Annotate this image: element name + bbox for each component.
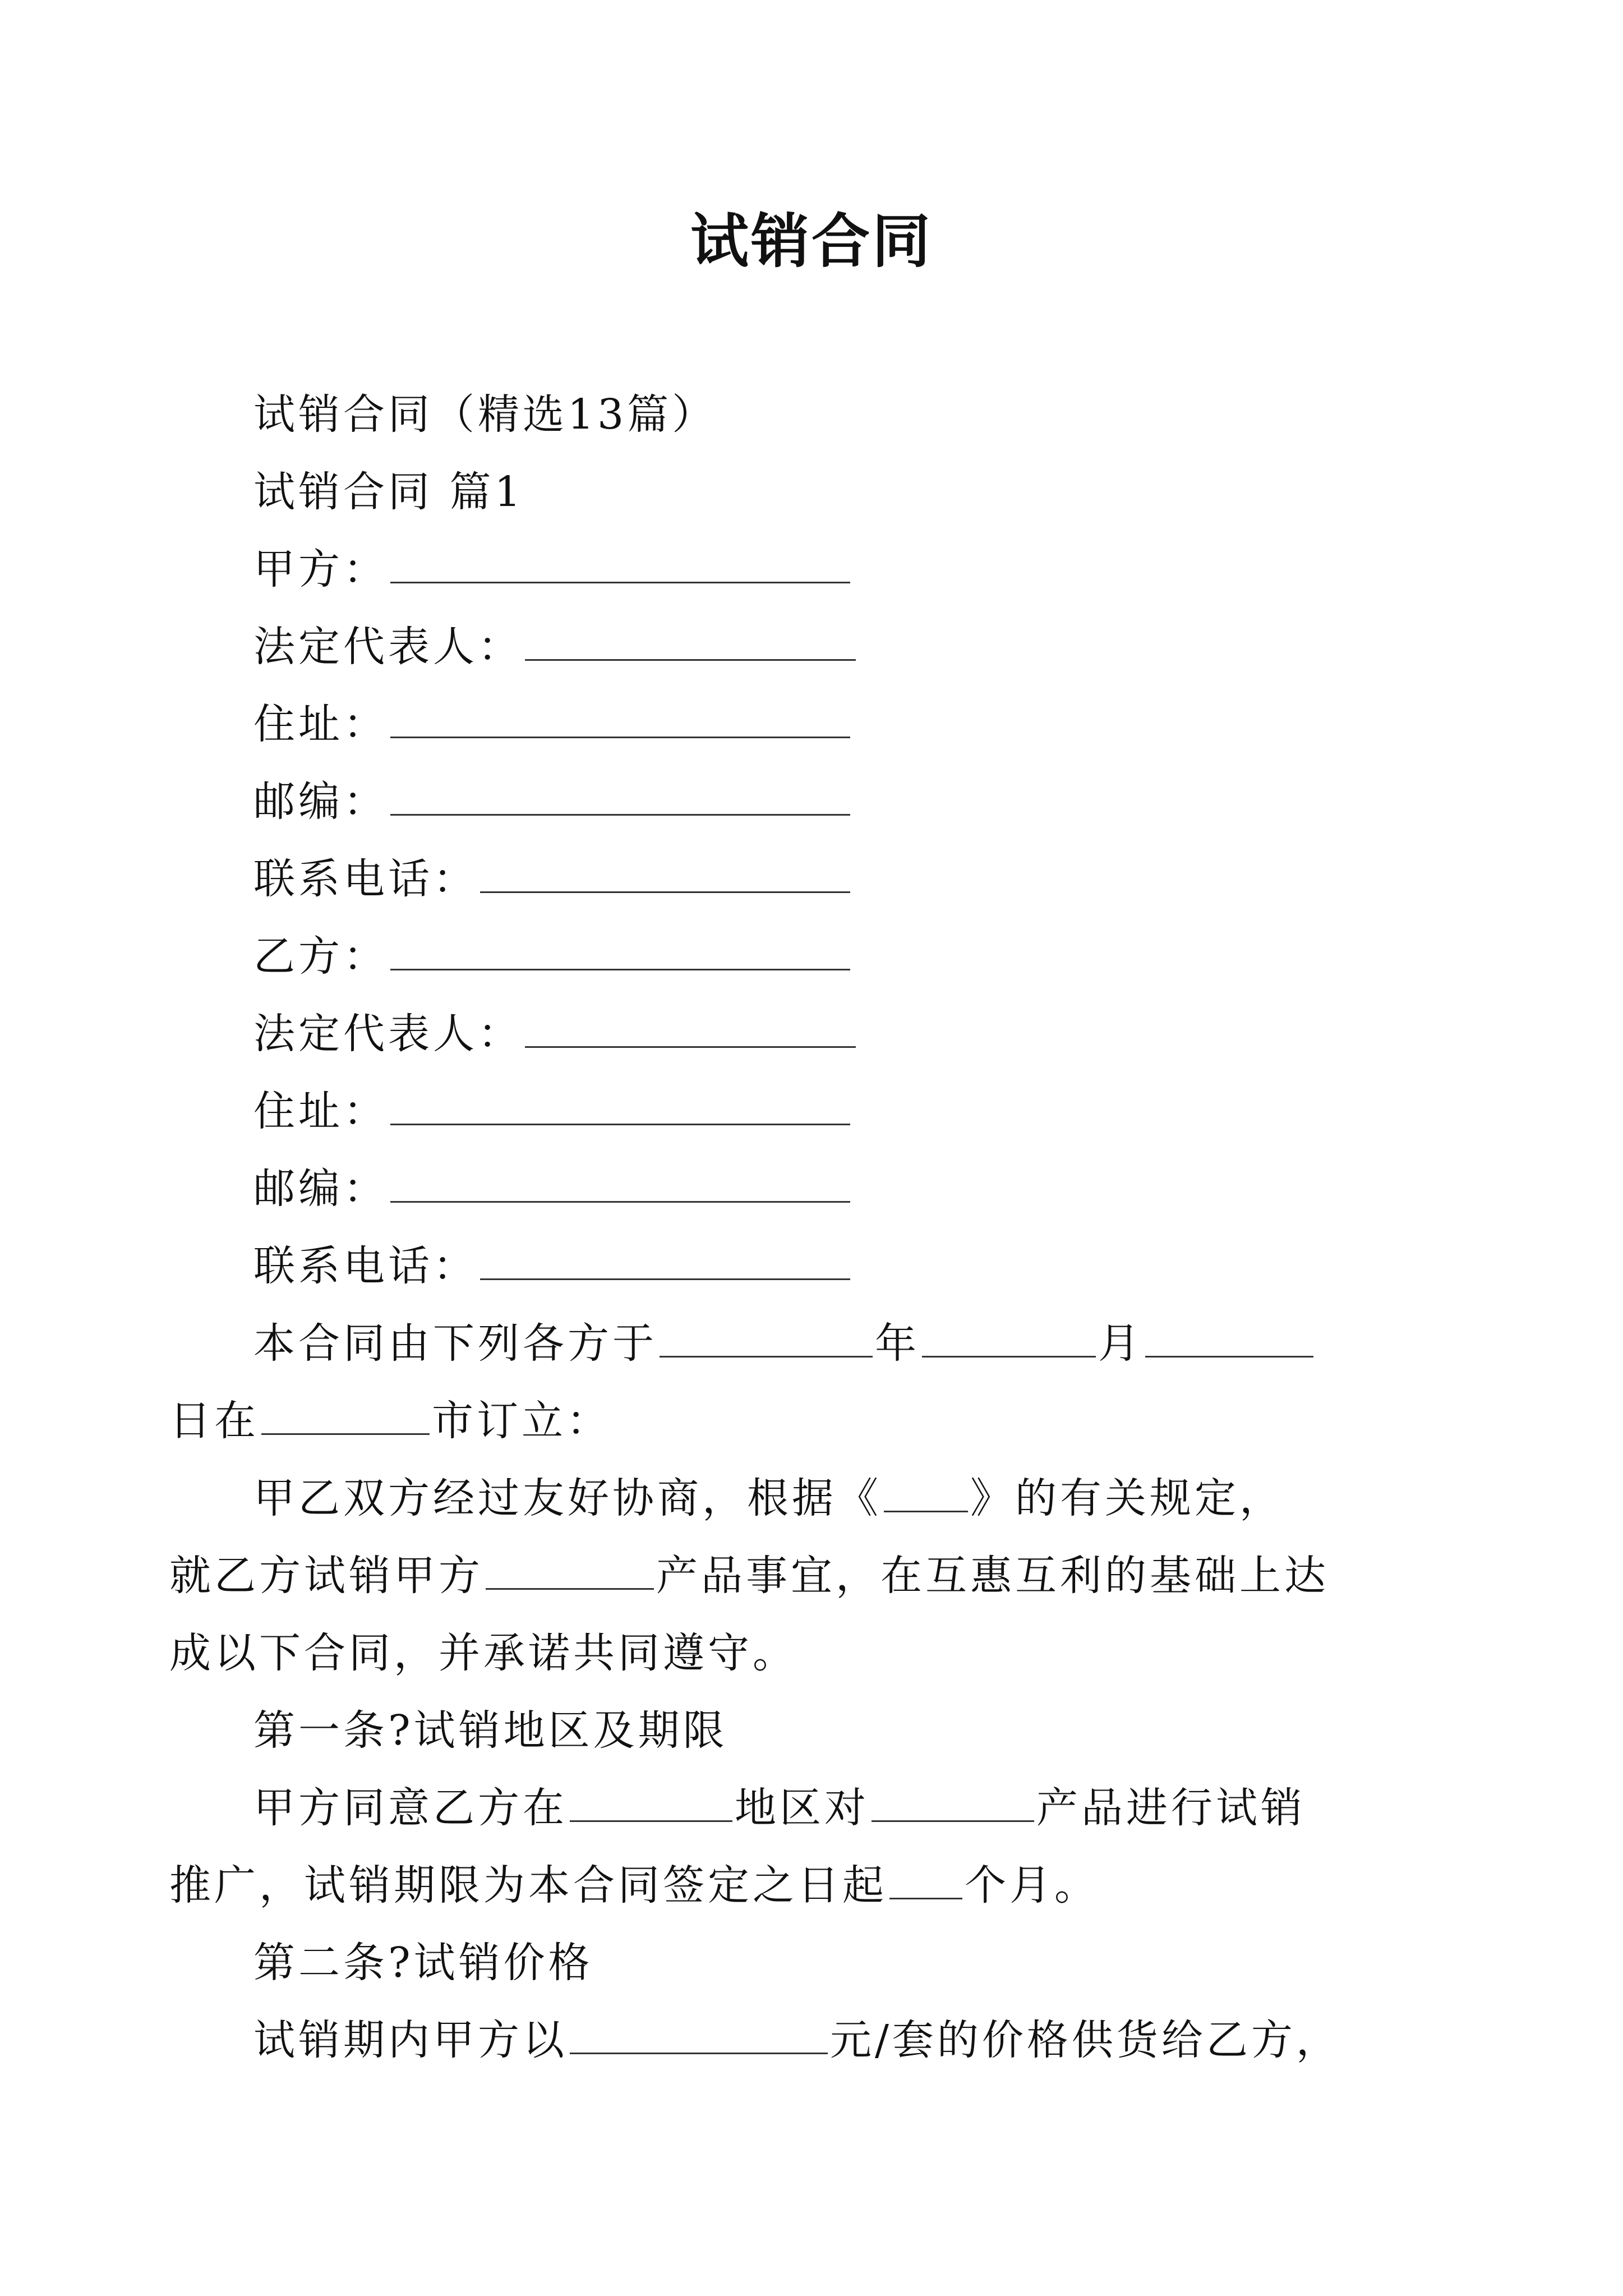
text: 年 — [875, 1319, 920, 1368]
blank-law[interactable] — [884, 1475, 968, 1512]
blank-party-b[interactable] — [390, 933, 850, 970]
paragraph-line — [169, 1537, 1392, 1614]
field-zip-a — [253, 763, 1392, 840]
field-label: 甲方： — [253, 545, 388, 593]
field-label: 联系电话： — [253, 1242, 478, 1290]
field-label: 住址： — [253, 700, 388, 748]
contract-subheading — [253, 453, 1392, 531]
field-addr-a — [253, 685, 1392, 763]
text: 地区对 — [735, 1784, 869, 1832]
blank-months[interactable] — [889, 1862, 962, 1899]
text: 试销合同 篇1 — [253, 468, 524, 516]
text: 试销合同（精选13篇） — [253, 390, 717, 439]
field-rep-b — [253, 995, 1392, 1073]
field-label: 法定代表人： — [253, 1010, 523, 1058]
text: 》的有关规定， — [970, 1474, 1284, 1522]
article-heading — [253, 1924, 1392, 2001]
blank-tel-a[interactable] — [480, 855, 850, 893]
field-tel-b — [253, 1227, 1392, 1305]
field-addr-b — [253, 1073, 1392, 1150]
blank-rep-b[interactable] — [525, 1010, 856, 1048]
blank-year[interactable] — [660, 1320, 873, 1358]
paragraph-line — [253, 1305, 1392, 1382]
paragraph-line — [253, 2001, 1392, 2079]
blank-addr-b[interactable] — [390, 1088, 850, 1125]
paragraph-line — [169, 1614, 1392, 1692]
blank-zip-a[interactable] — [390, 778, 850, 816]
contract-heading — [253, 376, 1392, 453]
blank-price[interactable] — [570, 2017, 828, 2054]
field-label: 联系电话： — [253, 855, 478, 903]
blank-addr-a[interactable] — [390, 701, 850, 738]
field-label: 邮编： — [253, 777, 388, 826]
text: 本合同由下列各方于 — [253, 1319, 657, 1368]
text: 市订立： — [432, 1397, 611, 1445]
field-label: 法定代表人： — [253, 623, 523, 671]
blank-day[interactable] — [1145, 1320, 1313, 1358]
blank-city[interactable] — [261, 1397, 430, 1435]
text: 就乙方试销甲方 — [169, 1552, 483, 1600]
page-title: 试销合同 — [690, 207, 933, 275]
blank-product[interactable] — [486, 1552, 654, 1590]
text: 第一条?试销地区及期限 — [253, 1706, 728, 1755]
field-party-a — [253, 531, 1392, 608]
field-zip-b — [253, 1150, 1392, 1227]
text: 试销期内甲方以 — [253, 2016, 568, 2064]
field-label: 住址： — [253, 1087, 388, 1135]
blank-party-a[interactable] — [390, 546, 850, 583]
paragraph-line — [253, 1769, 1392, 1847]
paragraph-line — [253, 1460, 1392, 1537]
text: 成以下合同，并承诺共同遵守。 — [169, 1629, 797, 1677]
text: 甲方同意乙方在 — [253, 1784, 568, 1832]
text: 推广，试销期限为本合同签定之日起 — [169, 1861, 887, 1910]
text: 个月。 — [965, 1861, 1099, 1910]
field-party-b — [253, 918, 1392, 995]
text: 日在 — [169, 1397, 259, 1445]
blank-zip-b[interactable] — [390, 1165, 850, 1203]
text: 产品事宜，在互惠互利的基础上达 — [656, 1552, 1329, 1600]
blank-region[interactable] — [570, 1784, 732, 1822]
document-body — [169, 376, 1392, 2079]
text: 月 — [1098, 1319, 1143, 1368]
blank-month[interactable] — [922, 1320, 1096, 1358]
paragraph-line — [169, 1382, 1392, 1460]
paragraph-line — [169, 1847, 1392, 1924]
blank-trial-product[interactable] — [872, 1784, 1034, 1822]
field-label: 乙方： — [253, 932, 388, 981]
text: 元/套的价格供货给乙方， — [830, 2016, 1341, 2064]
text: 第二条?试销价格 — [253, 1939, 593, 1987]
text: 产品进行试销 — [1036, 1784, 1306, 1832]
field-label: 邮编： — [253, 1165, 388, 1213]
blank-rep-a[interactable] — [525, 623, 856, 661]
field-tel-a — [253, 840, 1392, 918]
article-heading — [253, 1692, 1392, 1769]
text: 甲乙双方经过友好协商，根据《 — [253, 1474, 882, 1522]
field-rep-a — [253, 608, 1392, 685]
blank-tel-b[interactable] — [480, 1243, 850, 1280]
